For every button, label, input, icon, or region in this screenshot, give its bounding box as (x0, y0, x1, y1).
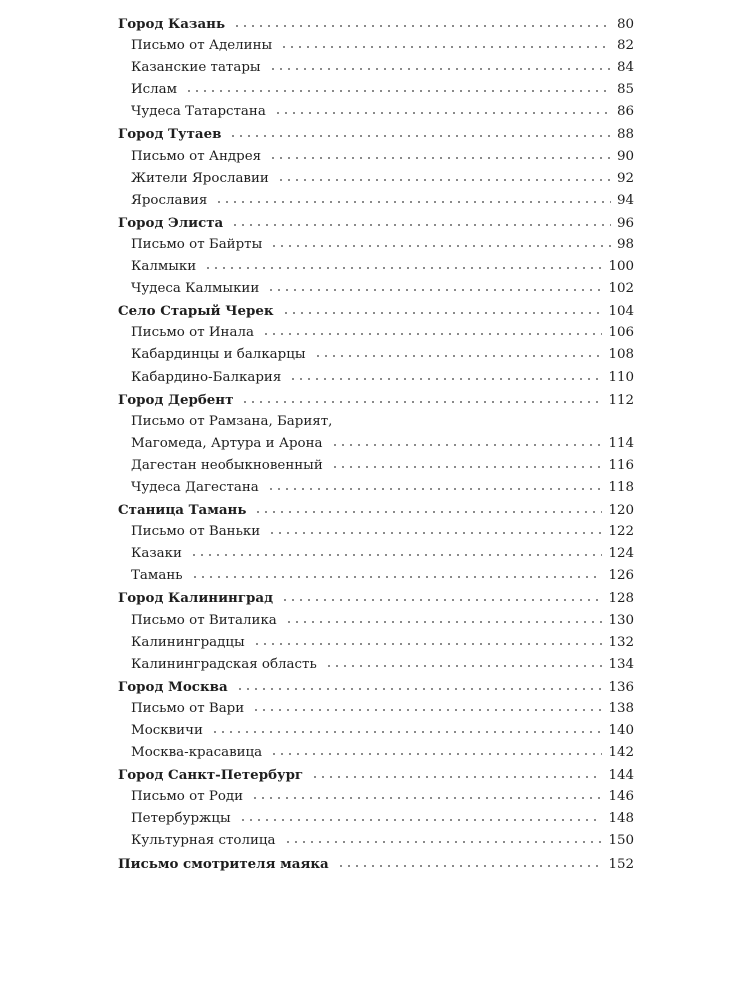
toc-section-entry[interactable] (118, 325, 634, 347)
toc-chapter-entry[interactable] (118, 392, 634, 414)
dot-leader (270, 244, 611, 248)
toc-page-number: 134 (608, 656, 634, 672)
toc-page-number: 140 (608, 723, 634, 738)
toc-chapter-entry[interactable] (118, 590, 634, 612)
dot-leader (204, 266, 602, 270)
dot-leader (325, 664, 603, 668)
toc-page-number: 122 (608, 524, 634, 540)
toc-chapter-entry[interactable] (118, 502, 634, 524)
toc-section-entry[interactable] (118, 237, 634, 259)
dot-leader (262, 332, 603, 336)
toc-entry-title: Чудеса Дагестана (131, 479, 259, 495)
toc-section-entry[interactable] (118, 833, 634, 855)
toc-entry-title: Магомеда, Артура и Арона (131, 435, 323, 451)
dot-leader (280, 45, 611, 49)
toc-entry-title: Город Казань (118, 16, 226, 32)
dot-leader (285, 620, 603, 624)
toc-chapter-entry[interactable] (118, 679, 634, 701)
toc-section-entry[interactable] (118, 414, 634, 436)
toc-entry-title: Письмо от Рамзана, Барият, (131, 413, 333, 429)
toc-entry-title: Письмо от Байрты (131, 236, 263, 252)
toc-chapter-entry[interactable] (118, 16, 634, 38)
dot-leader (269, 156, 611, 160)
toc-page-number: 80 (616, 17, 634, 32)
toc-entry-title: Город Дербент (118, 391, 234, 408)
toc-section-entry[interactable] (118, 347, 634, 369)
toc-page-number: 85 (616, 82, 634, 98)
toc-section-entry[interactable] (118, 149, 634, 171)
dot-leader (254, 510, 602, 514)
toc-page-number: 114 (608, 435, 634, 451)
toc-page-number: 130 (608, 612, 634, 628)
toc-page-number: 142 (608, 745, 634, 761)
toc-page-number: 86 (616, 104, 634, 120)
toc-section-entry[interactable] (118, 811, 634, 833)
toc-page-number: 118 (608, 479, 634, 495)
dot-leader (251, 796, 602, 800)
dot-leader (190, 553, 603, 557)
dot-leader (282, 311, 603, 315)
toc-entry-title: Станица Тамань (118, 502, 247, 519)
toc-entry-title: Калининградцы (131, 634, 245, 650)
toc-entry-title: Дагестан необыкновенный (131, 457, 323, 473)
toc-entry-title: Калининградская область (131, 656, 317, 672)
dot-leader (289, 377, 602, 381)
toc-chapter-entry[interactable] (118, 126, 634, 148)
toc-entry-title: Письмо смотрителя маяка (118, 855, 329, 872)
dot-leader (269, 67, 611, 71)
toc-entry-title: Письмо от Ваньки (131, 524, 261, 540)
dot-leader (252, 708, 602, 712)
toc-page-number: 126 (608, 568, 634, 584)
toc-entry-title: Культурная столица (131, 833, 276, 849)
toc-entry-title: Город Москва (118, 678, 228, 695)
toc-section-entry[interactable] (118, 613, 634, 635)
toc-section-entry[interactable] (118, 745, 634, 767)
toc-entry-title: Письмо от Аделины (131, 38, 273, 54)
toc-entry-title: Город Тутаев (118, 126, 222, 143)
toc-entry-title: Письмо от Вари (131, 700, 245, 716)
toc-page-number: 146 (608, 789, 634, 805)
toc-entry-title: Кабардино-Балкария (131, 369, 282, 385)
toc-entry-title: Ислам (131, 82, 178, 98)
toc-entry-title: Казанские татары (131, 60, 261, 76)
toc-section-entry[interactable] (118, 635, 634, 657)
toc-page-number: 98 (616, 236, 634, 252)
toc-entry-title: Письмо от Инала (131, 325, 254, 341)
toc-page-number: 136 (608, 679, 634, 695)
toc-section-entry[interactable] (118, 193, 634, 215)
toc-page-number: 116 (608, 457, 634, 473)
dot-leader (229, 134, 611, 138)
toc-page-number: 102 (608, 281, 634, 297)
toc-entry-title: Москва-красавица (131, 745, 263, 761)
dot-leader (281, 598, 602, 602)
toc-entry-title: Город Калининград (118, 590, 273, 607)
toc-section-entry[interactable] (118, 480, 634, 502)
toc-chapter-entry[interactable] (118, 215, 634, 237)
toc-page-number: 112 (608, 392, 634, 408)
dot-leader (253, 642, 603, 646)
toc-page-number: 82 (616, 38, 634, 54)
toc-chapter-entry[interactable] (118, 767, 634, 789)
dot-leader (211, 730, 603, 734)
toc-section-entry[interactable] (118, 458, 634, 480)
toc-page-number: 94 (616, 192, 634, 208)
toc-chapter-entry[interactable] (118, 856, 634, 878)
toc-chapter-entry[interactable] (118, 303, 634, 325)
table-of-contents (118, 16, 634, 878)
toc-entry-title: Чудеса Калмыкии (131, 281, 260, 297)
dot-leader (267, 487, 603, 491)
toc-page-number: 108 (608, 347, 634, 363)
toc-section-entry[interactable] (118, 657, 634, 679)
toc-entry-title: Жители Ярославии (131, 170, 269, 186)
toc-page-number: 128 (608, 591, 634, 607)
toc-entry-title: Город Элиста (118, 214, 224, 231)
toc-section-entry[interactable] (118, 281, 634, 303)
toc-entry-title: Петербуржцы (131, 811, 231, 827)
toc-section-entry[interactable] (118, 60, 634, 82)
toc-section-entry[interactable] (118, 82, 634, 104)
dot-leader (185, 89, 611, 93)
dot-leader (331, 443, 603, 447)
toc-section-entry[interactable] (118, 568, 634, 590)
dot-leader (277, 178, 611, 182)
dot-leader (314, 354, 603, 358)
toc-page-number: 144 (608, 768, 634, 784)
dot-leader (231, 223, 611, 227)
toc-page-number: 148 (608, 811, 634, 827)
dot-leader (191, 575, 603, 579)
toc-page-number: 104 (608, 304, 634, 320)
toc-entry-title: Село Старый Черек (118, 303, 274, 320)
toc-entry-title: Письмо от Роди (131, 789, 244, 805)
dot-leader (270, 752, 602, 756)
toc-page-number: 100 (608, 259, 634, 275)
toc-entry-title: Калмыки (131, 259, 197, 275)
toc-section-entry[interactable] (118, 546, 634, 568)
dot-leader (337, 864, 603, 868)
dot-leader (268, 531, 602, 535)
toc-section-entry[interactable] (118, 171, 634, 193)
toc-page-number: 96 (616, 215, 634, 231)
toc-page-number: 124 (608, 546, 634, 562)
dot-leader (239, 818, 603, 822)
toc-section-entry[interactable] (118, 259, 634, 281)
toc-entry-title: Кабардинцы и балкарцы (131, 347, 306, 363)
toc-page-number: 90 (616, 148, 634, 164)
toc-entry-title: Письмо от Андрея (131, 148, 262, 164)
toc-entry-title: Казаки (131, 546, 182, 562)
toc-page-number: 120 (608, 503, 634, 519)
toc-section-entry[interactable] (118, 723, 634, 745)
toc-page-number: 106 (608, 325, 634, 341)
dot-leader (284, 840, 603, 844)
toc-entry-title: Чудеса Татарстана (131, 104, 266, 120)
toc-page-number: 132 (608, 634, 634, 650)
toc-section-entry[interactable] (118, 524, 634, 546)
dot-leader (215, 200, 611, 204)
dot-leader (267, 288, 602, 292)
toc-page-number: 92 (616, 170, 634, 186)
toc-section-entry[interactable] (118, 370, 634, 392)
toc-entry-title: Ярославия (131, 192, 208, 208)
toc-page-number: 138 (608, 700, 634, 716)
dot-leader (233, 24, 611, 28)
toc-page-number: 150 (608, 833, 634, 849)
dot-leader (331, 465, 603, 469)
dot-leader (241, 400, 602, 404)
toc-section-entry[interactable] (118, 789, 634, 811)
toc-entry-title: Москвичи (131, 723, 203, 738)
toc-page-number: 152 (608, 856, 634, 872)
dot-leader (311, 775, 602, 779)
toc-page-number: 88 (616, 127, 634, 143)
toc-entry-title: Письмо от Виталика (131, 612, 277, 628)
toc-section-entry[interactable] (118, 38, 634, 60)
toc-page-number: 110 (608, 369, 634, 385)
toc-page-number: 84 (616, 60, 634, 76)
dot-leader (274, 111, 611, 115)
toc-entry-title: Тамань (131, 568, 183, 584)
toc-entry-title: Город Санкт-Петербург (118, 767, 304, 784)
dot-leader (236, 687, 603, 691)
toc-section-entry[interactable] (118, 701, 634, 723)
toc-section-entry[interactable] (118, 436, 634, 458)
toc-section-entry[interactable] (118, 104, 634, 126)
